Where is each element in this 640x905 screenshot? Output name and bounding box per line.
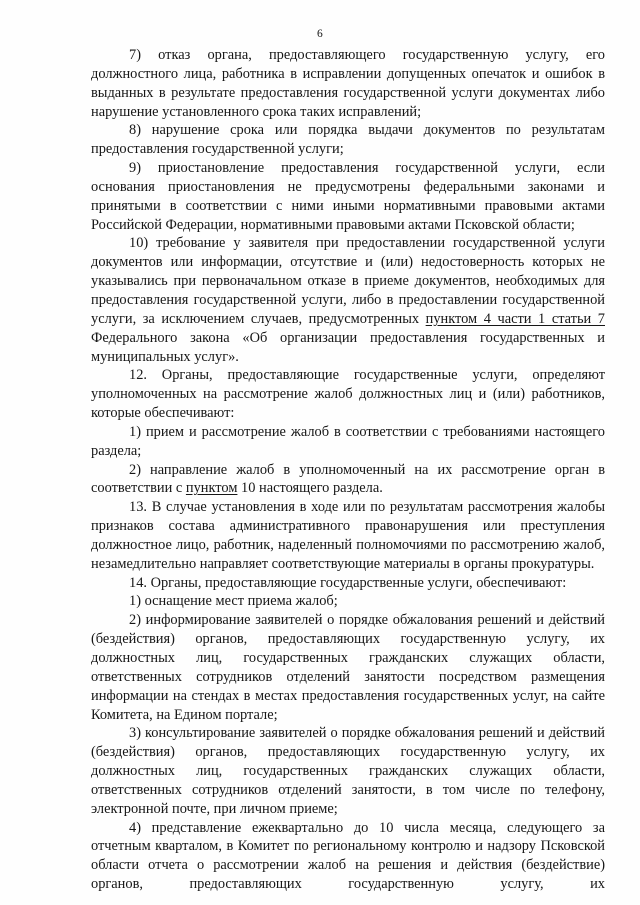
paragraph-text: 10 настоящего раздела. [237,480,383,497]
document-body [91,46,605,894]
paragraph-text: 12. Органы, предоставляющие государственные услуги, определяют уполномоченных на рассмотрение жалоб должностных лиц и (или) работников, которые обеспечивают: [91,367,605,422]
paragraph-p12-2 [91,461,605,499]
legal-reference-link[interactable]: пунктом 4 части 1 статьи 7 [425,310,605,327]
paragraph-p14 [91,574,605,593]
paragraph-text: 10) требование у заявителя при предоставлении государственной услуги документов или информации, отсутствие и (или) недостоверность которых не указывались при первоначальном отказе в приеме документов, необходимых для предоставления государственной услуги, либо в предоставлении государственной услуги, за исключением случаев, предусмотренных [91,235,605,327]
paragraph-p14-1 [91,592,605,611]
paragraph-text: 14. Органы, предоставляющие государственные услуги, обеспечивают: [129,574,567,591]
paragraph-text: 7) отказ органа, предоставляющего государственную услугу, его должностного лица, работника в исправлении допущенных опечаток и ошибок в выданных в результате предоставления государственной услуги документах либо нарушение установленного срока таких исправлений; [91,47,605,120]
paragraph-text: Федерального закона «Об организации предоставления государственных и муниципальных услуг». [91,329,605,365]
paragraph-text: 9) приостановление предоставления государственной услуги, если основания приостановления не предусмотрены федеральными законами и принятыми в соответствии с ними иными нормативными правовыми актами Российской Федерации, нормативными правовыми актами Псковской области; [91,160,605,233]
page-number: 6 [317,28,323,40]
paragraph-p8 [91,121,605,159]
paragraph-text: 1) оснащение мест приема жалоб; [129,593,338,610]
paragraph-p14-4 [91,819,605,894]
paragraph-p14-3 [91,724,605,818]
paragraph-text: 2) информирование заявителей о порядке обжалования решений и действий (бездействия) органов, предоставляющих государственную услугу, их должностных лиц, государственных гражданских служащих области, ответственных сотрудников отделений занятости посредством размещения информации на стендах в местах предоставления государственных услуг, на сайте Комитета, на Едином портале; [91,612,605,723]
paragraph-p13 [91,498,605,573]
paragraph-text: 2) направление жалоб в уполномоченный на их рассмотрение орган в соответствии с [91,461,605,497]
paragraph-p14-2 [91,611,605,724]
paragraph-p10 [91,234,605,366]
paragraph-text: 1) прием и рассмотрение жалоб в соответствии с требованиями настоящего раздела; [91,423,605,459]
paragraph-text: 4) представление ежеквартально до 10 числа месяца, следующего за отчетным кварталом, в Комитет по региональному контролю и надзору Псковской области отчета о рассмотрении жалоб на решения и действия (бездействие) органов, предоставляющих государственную услугу, их [91,819,605,893]
paragraph-text: 13. В случае установления в ходе или по результатам рассмотрения жалобы признаков состава административного правонарушения или преступления должностное лицо, работник, наделенный полномочиями по рассмотрению жалоб, незамедлительно направляет соответствующие материалы в органы прокуратуры. [91,499,605,572]
legal-reference-link[interactable]: пунктом [185,480,238,497]
paragraph-p9 [91,159,605,234]
paragraph-text: 3) консультирование заявителей о порядке обжалования решений и действий (бездействия) органов, предоставляющих государственную услугу, их должностных лиц, государственных гражданских служащих области, ответственных сотрудников отделений занятости, в том числе по телефону, электронной почте, при личном приеме; [91,725,605,817]
paragraph-p12 [91,366,605,423]
paragraph-p7 [91,46,605,121]
paragraph-text: 8) нарушение срока или порядка выдачи документов по результатам предоставления государственной услуги; [91,122,605,158]
paragraph-p12-1 [91,423,605,461]
